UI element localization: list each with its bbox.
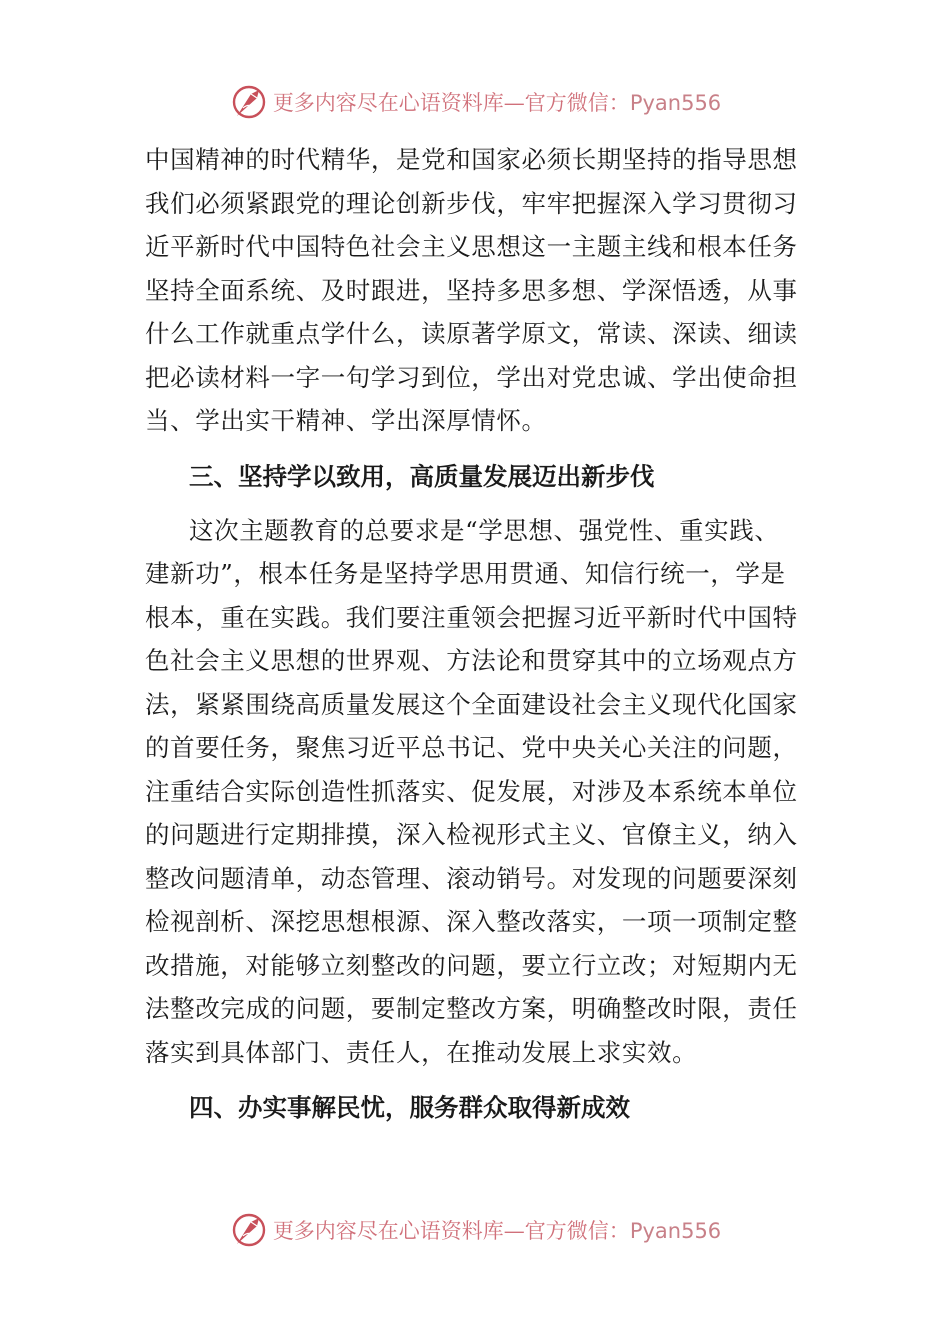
wechat-id: Pyan556 [629,1219,722,1243]
text-line: 把必读材料一字一句学习到位，学出对党忠诚、学出使命担 [145,362,798,392]
text-line: 注重结合实际创造性抓落实、促发展，对涉及本系统本单位 [145,776,798,806]
text-line: 落实到具体部门、责任人，在推动发展上求实效。 [145,1037,698,1067]
text-line: 法，紧紧围绕高质量发展这个全面建设社会主义现代化国家 [145,689,798,719]
text-line: 坚持全面系统、及时跟进，坚持多思多想、学深悟透，从事 [145,275,798,305]
text-line: 的首要任务，聚焦习近平总书记、党中央关心关注的问题， [145,733,798,762]
header-banner [0,80,950,124]
text-line: 检视剖析、深挖思想根源、深入整改落实，一项一项制定整 [145,907,798,936]
pen-logo-icon [229,82,269,122]
wechat-id: Pyan556 [629,91,722,115]
paragraph-section-3 [145,509,810,1075]
text-line: 当、学出实干精神、学出深厚情怀。 [145,406,547,435]
text-line: 整改问题清单，动态管理、滚动销号。对发现的问题要深刻 [145,863,798,893]
text-line: 近平新时代中国特色社会主义思想这一主题主线和根本任务 [145,232,798,261]
text-line: 建新功”，根本任务是坚持学思用贯通、知信行统一，学是 [145,559,786,588]
text-line: 改措施，对能够立刻整改的问题，要立行立改；对短期内无 [145,950,798,980]
pen-logo-icon [229,1210,269,1250]
document-body [145,138,810,1140]
text-line: 根本，重在实践。我们要注重领会把握习近平新时代中国特 [145,602,798,632]
text-line: 色社会主义思想的世界观、方法论和贯穿其中的立场观点方 [145,646,798,675]
text-line: 的问题进行定期排摸，深入检视形式主义、官僚主义，纳入 [145,820,798,849]
text-line: 法整改完成的问题，要制定整改方案，明确整改时限，责任 [145,994,798,1023]
paragraph-intro [145,138,810,443]
footer-banner [0,1208,950,1252]
section-heading-3: 三、坚持学以致用，高质量发展迈出新步伐 [189,461,655,491]
text-line: 中国精神的时代精华，是党和国家必须长期坚持的指导思想 [145,145,798,174]
section-heading-4: 四、办实事解民忧，服务群众取得新成效 [189,1093,630,1122]
banner-text: 更多内容尽在心语资料库—官方微信：Pyan556 [272,1219,722,1243]
text-line: 我们必须紧跟党的理论创新步伐，牢牢把握深入学习贯彻习 [145,188,798,218]
banner-text: 更多内容尽在心语资料库—官方微信：Pyan556 [272,91,722,115]
text-line: 这次主题教育的总要求是“学思想、强党性、重实践、 [189,515,780,545]
text-line: 什么工作就重点学什么，读原著学原文，常读、深读、细读 [145,319,798,348]
